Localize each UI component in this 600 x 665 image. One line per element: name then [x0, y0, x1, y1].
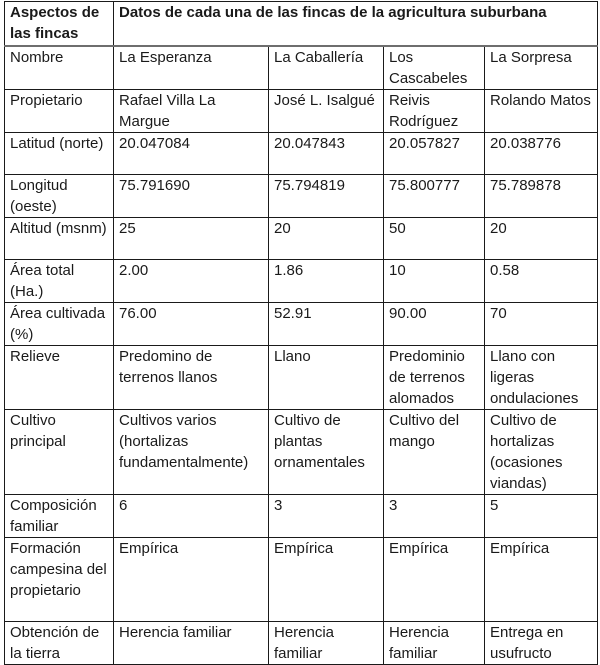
cell-value: 20 — [269, 217, 384, 259]
row-label: Obtención de la tierra — [5, 621, 114, 664]
farms-data-table — [4, 1, 598, 665]
cell-value: La Esperanza — [114, 46, 269, 90]
header-data-cell: Datos de cada una de las fincas de la agricultura suburbana — [114, 2, 598, 46]
table-row-formacion-campesina — [5, 537, 598, 621]
cell-value: 25 — [114, 217, 269, 259]
cell-value: 3 — [384, 494, 485, 537]
cell-value: 3 — [269, 494, 384, 537]
cell-value: 75.800777 — [384, 174, 485, 217]
row-label: Composición familiar — [5, 494, 114, 537]
row-label: Nombre — [5, 46, 114, 90]
cell-value: 75.794819 — [269, 174, 384, 217]
row-label: Cultivo principal — [5, 409, 114, 494]
cell-value: 0.58 — [485, 259, 598, 302]
table-row-propietario — [5, 89, 598, 132]
cell-value: Rolando Matos — [485, 89, 598, 132]
header-aspects-cell: Aspectos de las fincas — [5, 2, 114, 46]
table-row-altitud — [5, 217, 598, 259]
cell-value: Cultivo del mango — [384, 409, 485, 494]
cell-value: Predominio de terrenos alomados — [384, 345, 485, 409]
row-label: Área total (Ha.) — [5, 259, 114, 302]
cell-value: 1.86 — [269, 259, 384, 302]
table-header-row — [5, 2, 598, 46]
cell-value: Entrega en usufructo — [485, 621, 598, 664]
table-row-area-cultivada — [5, 302, 598, 345]
cell-value: Cultivos varios (hortalizas fundamentalmente) — [114, 409, 269, 494]
cell-value: 20 — [485, 217, 598, 259]
cell-value: 75.791690 — [114, 174, 269, 217]
cell-value: 20.047843 — [269, 132, 384, 174]
cell-value: 20.057827 — [384, 132, 485, 174]
row-label: Relieve — [5, 345, 114, 409]
cell-value: 50 — [384, 217, 485, 259]
cell-value: Cultivo de hortalizas (ocasiones viandas) — [485, 409, 598, 494]
cell-value: Herencia familiar — [384, 621, 485, 664]
table-row-longitud — [5, 174, 598, 217]
cell-value: Herencia familiar — [269, 621, 384, 664]
cell-value: Herencia familiar — [114, 621, 269, 664]
cell-value: La Caballería — [269, 46, 384, 90]
cell-value: Los Cascabeles — [384, 46, 485, 90]
cell-value: 5 — [485, 494, 598, 537]
table-row-cultivo-principal — [5, 409, 598, 494]
cell-value: 52.91 — [269, 302, 384, 345]
cell-value: Rafael Villa La Margue — [114, 89, 269, 132]
cell-value: 75.789878 — [485, 174, 598, 217]
cell-value: 10 — [384, 259, 485, 302]
cell-value: 20.047084 — [114, 132, 269, 174]
cell-value: Empírica — [114, 537, 269, 621]
cell-value: José L. Isalgué — [269, 89, 384, 132]
cell-value: 6 — [114, 494, 269, 537]
cell-value: La Sorpresa — [485, 46, 598, 90]
cell-value: Empírica — [384, 537, 485, 621]
table-row-composicion-familiar — [5, 494, 598, 537]
cell-value: Predomino de terrenos llanos — [114, 345, 269, 409]
table-row-nombre — [5, 46, 598, 90]
cell-value: Llano — [269, 345, 384, 409]
row-label: Propietario — [5, 89, 114, 132]
cell-value: 90.00 — [384, 302, 485, 345]
row-label: Longitud (oeste) — [5, 174, 114, 217]
cell-value: 76.00 — [114, 302, 269, 345]
cell-value: Empírica — [485, 537, 598, 621]
row-label: Altitud (msnm) — [5, 217, 114, 259]
cell-value: Cultivo de plantas ornamentales — [269, 409, 384, 494]
cell-value: 70 — [485, 302, 598, 345]
cell-value: 20.038776 — [485, 132, 598, 174]
row-label: Área cultivada (%) — [5, 302, 114, 345]
row-label: Formación campesina del propietario — [5, 537, 114, 621]
row-label: Latitud (norte) — [5, 132, 114, 174]
cell-value: Reivis Rodríguez — [384, 89, 485, 132]
cell-value: 2.00 — [114, 259, 269, 302]
table-row-relieve — [5, 345, 598, 409]
table-row-latitud — [5, 132, 598, 174]
cell-value: Empírica — [269, 537, 384, 621]
cell-value: Llano con ligeras ondulaciones — [485, 345, 598, 409]
table-row-area-total — [5, 259, 598, 302]
